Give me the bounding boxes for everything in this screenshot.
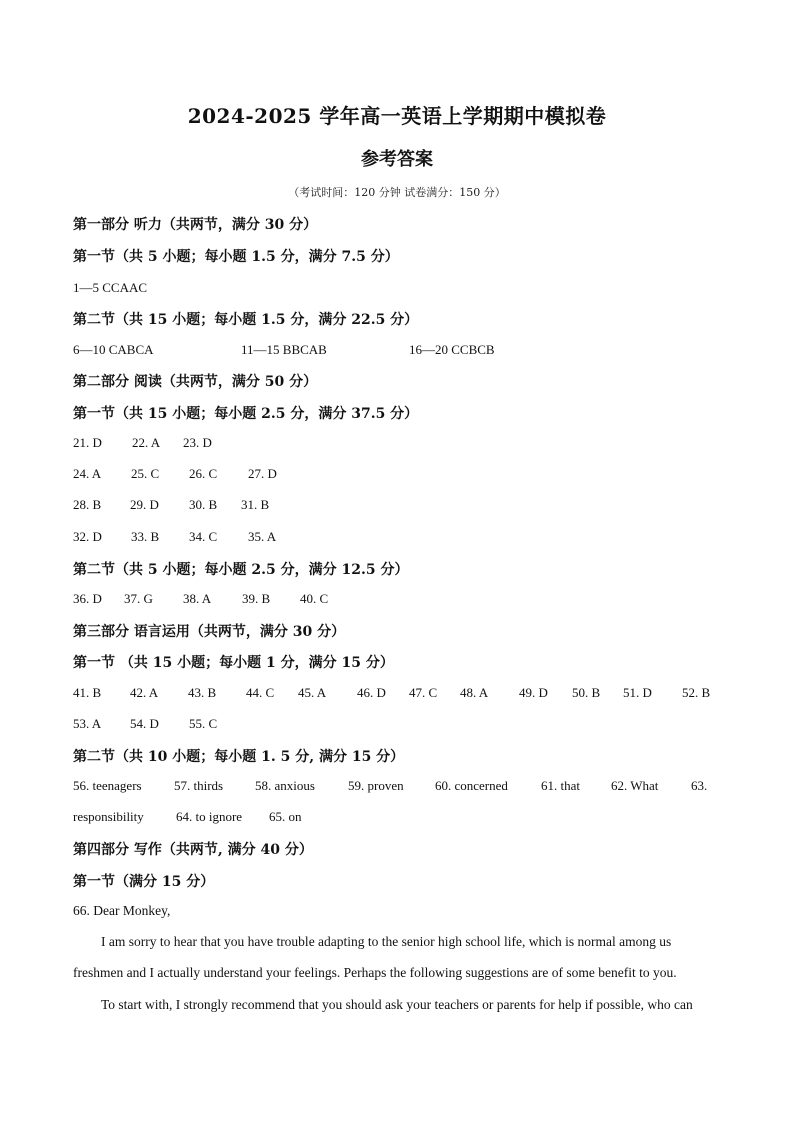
answer-item: 36. D [73, 591, 102, 606]
letter-salutation: 66. Dear Monkey, [73, 903, 171, 918]
answer-item: 22. A [132, 435, 161, 450]
answer-item: 37. G [124, 591, 153, 606]
answer-item: 28. B [73, 497, 102, 512]
answer-group: 1—5 CCAAC [73, 280, 148, 295]
answer-item: 25. C [131, 466, 160, 481]
answer-item: 61. that [541, 778, 580, 793]
answer-item: 50. B [572, 685, 601, 700]
answer-item: 64. to ignore [176, 809, 243, 824]
answer-item: 42. A [130, 685, 159, 700]
answer-item: 59. proven [348, 778, 404, 793]
letter-line: freshmen and I actually understand your feelings. Perhaps the following suggestions are of some benefit to you. [73, 965, 677, 980]
answer-item: 53. A [73, 716, 102, 731]
answer-item: 52. B [682, 685, 711, 700]
answer-item: 56. teenagers [73, 778, 142, 793]
part2-section2-heading: 第二节（共 5 小题；每小题 2.5 分，满分 12.5 分） [73, 562, 409, 578]
answer-item: 23. D [183, 435, 212, 450]
part2-section1-heading: 第一节（共 15 小题；每小题 2.5 分，满分 37.5 分） [73, 406, 419, 422]
answer-item: 38. A [183, 591, 212, 606]
answer-item: 62. What [611, 778, 659, 793]
part4-section1-heading: 第一节（满分 15 分） [73, 874, 215, 890]
answer-item: 43. B [188, 685, 217, 700]
letter-line: I am sorry to hear that you have trouble adapting to the senior high school life, which is normal among us [101, 934, 672, 949]
answer-item: 51. D [623, 685, 652, 700]
part3-section1-heading: 第一节 （共 15 小题；每小题 1 分，满分 15 分） [73, 655, 394, 671]
answer-item: 46. D [357, 685, 386, 700]
answer-item: 60. concerned [435, 778, 508, 793]
answer-item: 65. on [269, 809, 302, 824]
answer-item: 29. D [130, 497, 159, 512]
answer-item: 44. C [246, 685, 275, 700]
answer-item: 54. D [130, 716, 159, 731]
exam-info: （考试时间：120 分钟 试卷满分：150 分） [288, 186, 506, 199]
part1-heading: 第一部分 听力（共两节，满分 30 分） [73, 217, 318, 233]
answer-item: responsibility [73, 809, 144, 824]
answer-group: 6—10 CABCA [73, 342, 154, 357]
answer-item: 24. A [73, 466, 102, 481]
part1-section2-heading: 第二节（共 15 小题；每小题 1.5 分，满分 22.5 分） [73, 312, 419, 328]
answer-item: 21. D [73, 435, 102, 450]
part4-heading: 第四部分 写作（共两节, 满分 40 分） [73, 842, 313, 858]
part1-section1-heading: 第一节（共 5 小题；每小题 1.5 分，满分 7.5 分） [73, 249, 399, 265]
answer-item: 47. C [409, 685, 438, 700]
answer-item: 49. D [519, 685, 548, 700]
answer-item: 33. B [131, 529, 160, 544]
answer-item: 57. thirds [174, 778, 224, 793]
part3-section2-heading: 第二节（共 10 小题；每小题 1. 5 分, 满分 15 分） [73, 749, 405, 765]
answer-item: 32. D [73, 529, 102, 544]
answer-item: 63. [691, 778, 708, 793]
answer-group: 16—20 CCBCB [409, 342, 495, 357]
answer-item: 58. anxious [255, 778, 315, 793]
answer-item: 41. B [73, 685, 102, 700]
answer-item: 45. A [298, 685, 327, 700]
answer-group: 11—15 BBCAB [241, 342, 327, 357]
answer-item: 35. A [248, 529, 277, 544]
answer-item: 55. C [189, 716, 218, 731]
answer-item: 27. D [248, 466, 277, 481]
answer-item: 30. B [189, 497, 218, 512]
letter-line: To start with, I strongly recommend that you should ask your teachers or parents for help if possible, who can [101, 997, 693, 1012]
answer-item: 34. C [189, 529, 218, 544]
part3-heading: 第三部分 语言运用（共两节，满分 30 分） [73, 624, 346, 640]
part2-heading: 第二部分 阅读（共两节，满分 50 分） [73, 374, 318, 390]
answer-item: 40. C [300, 591, 329, 606]
document-subtitle: 参考答案 [361, 149, 433, 170]
answer-item: 39. B [242, 591, 271, 606]
answer-item: 48. A [460, 685, 489, 700]
document-title: 2024-2025 学年高一英语上学期期中模拟卷 [187, 104, 607, 128]
answer-item: 26. C [189, 466, 218, 481]
answer-item: 31. B [241, 497, 270, 512]
